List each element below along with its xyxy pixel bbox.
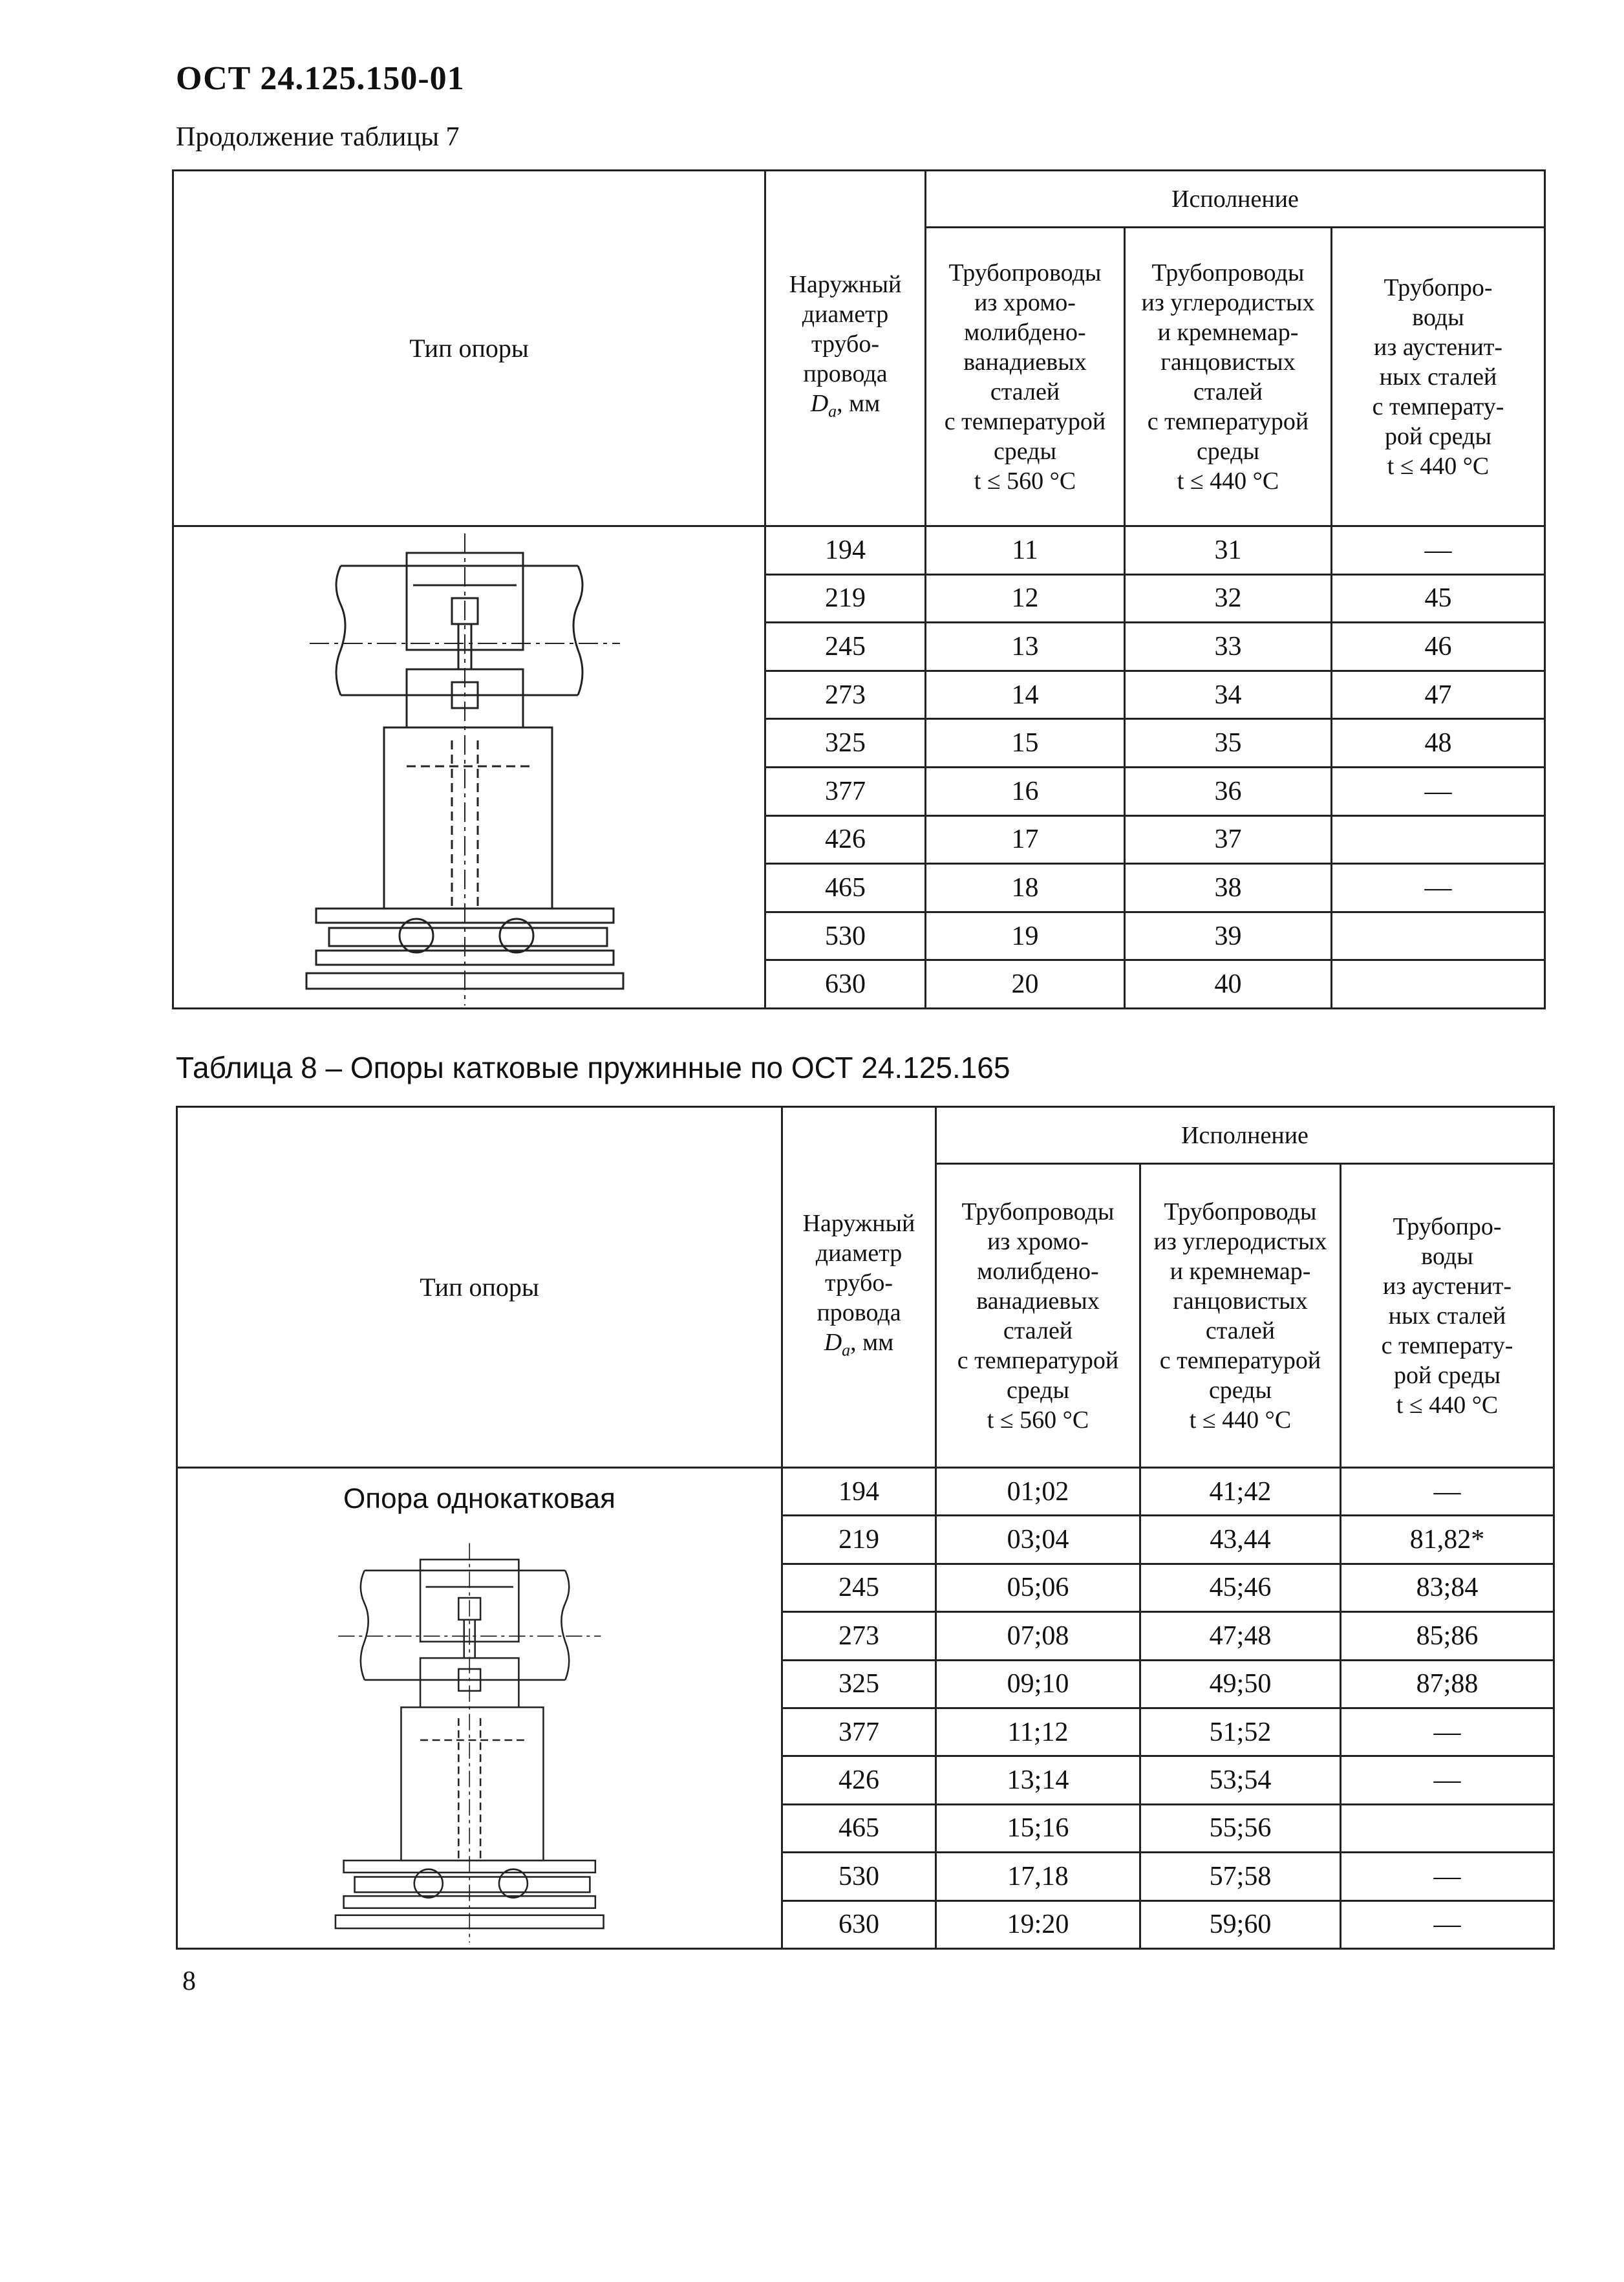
header-chrome-molybdenum (936, 1164, 1140, 1468)
pipe-break-left (336, 566, 345, 695)
header-line: t ≤ 440 °C (1189, 1406, 1292, 1434)
support-drawing-cell (173, 526, 765, 1009)
cell-c1: 01;02 (936, 1468, 1140, 1516)
cell-c3 (1332, 912, 1545, 960)
cell-c1: 11;12 (936, 1708, 1140, 1756)
cell-diameter: 530 (782, 1853, 936, 1900)
table-continuation-caption: Продолжение таблицы 7 (176, 122, 460, 152)
cell-diameter: 273 (782, 1612, 936, 1660)
roller-right (499, 1869, 528, 1898)
cell-c1: 13 (926, 623, 1125, 671)
header-line: Трубопроводы (1164, 1198, 1317, 1225)
table-row (177, 1468, 1554, 1516)
header-line: t ≤ 440 °C (1387, 452, 1490, 480)
table-7-body (173, 526, 1545, 1009)
cell-diameter: 630 (782, 1900, 936, 1948)
header-line: диаметр (802, 301, 889, 328)
header-line: Трубопроводы (1151, 259, 1305, 286)
header-line: ванадиевых (976, 1287, 1100, 1315)
header-line: сталей (1205, 1317, 1276, 1344)
table-8-caption: Таблица 8 – Опоры катковые пружинные по ОСТ 24.125.165 (176, 1051, 1010, 1084)
header-execution: Исполнение (926, 171, 1545, 228)
cell-c1: 13;14 (936, 1756, 1140, 1804)
header-line: сталей (1193, 378, 1263, 405)
diameter-unit: , мм (837, 390, 881, 418)
header-line: из хромо- (974, 288, 1076, 316)
cell-diameter: 245 (782, 1564, 936, 1611)
cell-c2: 53;54 (1140, 1756, 1341, 1804)
cell-c1: 14 (926, 671, 1125, 719)
header-line: t ≤ 440 °C (1396, 1391, 1499, 1419)
header-line: и кремнемар- (1170, 1257, 1311, 1285)
header-line: Трубопро- (1393, 1212, 1502, 1240)
cell-c2: 47;48 (1140, 1612, 1341, 1660)
diameter-unit: , мм (850, 1329, 894, 1357)
header-line: Трубопроводы (948, 259, 1102, 286)
header-line: провода (803, 360, 888, 388)
header-line: ганцовистых (1173, 1287, 1308, 1315)
header-line: сталей (1003, 1317, 1073, 1344)
header-line: и кремнемар- (1157, 318, 1299, 346)
header-line: молибдено- (964, 318, 1086, 346)
roller-support-drawing (174, 527, 766, 1012)
cell-c1: 15 (926, 719, 1125, 768)
cell-c1: 16 (926, 767, 1125, 815)
cell-c3 (1332, 960, 1545, 1009)
header-execution: Исполнение (936, 1107, 1554, 1164)
header-line: из аустенит- (1382, 1272, 1512, 1300)
cell-c2: 49;50 (1140, 1660, 1341, 1708)
support-drawing-cell (177, 1468, 782, 1949)
cell-c2: 40 (1125, 960, 1332, 1009)
cell-diameter: 426 (765, 815, 926, 864)
header-line: молибдено- (977, 1257, 1099, 1285)
pipe-break-left (361, 1571, 369, 1680)
pipe-break-right (573, 566, 582, 695)
header-austenitic (1341, 1164, 1554, 1468)
cell-diameter: 530 (765, 912, 926, 960)
table-8-body (177, 1468, 1554, 1949)
cell-c3 (1332, 815, 1545, 864)
cell-c3: — (1332, 864, 1545, 912)
roller-right (500, 919, 533, 953)
cell-diameter: 194 (765, 526, 926, 575)
page-number: 8 (182, 1966, 196, 1996)
cell-diameter: 219 (782, 1516, 936, 1564)
cell-c1: 03;04 (936, 1516, 1140, 1564)
cell-diameter: 377 (765, 767, 926, 815)
cell-c3: — (1341, 1853, 1554, 1900)
header-line: воды (1412, 303, 1464, 331)
cell-c3: 48 (1332, 719, 1545, 768)
cell-c2: 51;52 (1140, 1708, 1341, 1756)
roller-left (414, 1869, 443, 1898)
header-outer-diameter (782, 1107, 936, 1468)
header-line: из хромо- (987, 1227, 1089, 1255)
cell-c2: 43,44 (1140, 1516, 1341, 1564)
header-line: Трубопроводы (961, 1198, 1115, 1225)
cell-c1: 17 (926, 815, 1125, 864)
roller-left (400, 919, 433, 953)
header-line: Наружный (789, 271, 902, 299)
pipe-break-right (561, 1571, 569, 1680)
header-line: с температу- (1372, 393, 1504, 420)
cell-c3: — (1332, 526, 1545, 575)
cell-diameter: 465 (782, 1804, 936, 1852)
cell-c1: 19 (926, 912, 1125, 960)
header-line: среды (993, 437, 1057, 465)
roller-support-drawing (178, 1527, 770, 1954)
cell-c3: 85;86 (1341, 1612, 1554, 1660)
header-chrome-molybdenum (926, 228, 1125, 526)
header-line: провода (817, 1299, 901, 1327)
cell-diameter: 325 (782, 1660, 936, 1708)
header-line: из углеродистых (1141, 288, 1315, 316)
cell-c1: 11 (926, 526, 1125, 575)
cell-c2: 45;46 (1140, 1564, 1341, 1611)
cell-c2: 41;42 (1140, 1468, 1341, 1516)
cell-diameter: 325 (765, 719, 926, 768)
header-line: среды (1006, 1376, 1070, 1404)
header-line: с температурой (1147, 407, 1309, 435)
header-line: ганцовистых (1160, 348, 1296, 376)
cell-c2: 33 (1125, 623, 1332, 671)
header-line: сталей (990, 378, 1060, 405)
cell-c1: 17,18 (936, 1853, 1140, 1900)
header-line: рой среды (1394, 1361, 1501, 1389)
header-carbon-steel (1140, 1164, 1341, 1468)
cell-c3: 83;84 (1341, 1564, 1554, 1611)
roller-plate (329, 928, 607, 946)
cell-c2: 55;56 (1140, 1804, 1341, 1852)
header-line: с температурой (944, 407, 1106, 435)
header-line: с температурой (1159, 1346, 1321, 1374)
header-line: трубо- (811, 330, 880, 358)
cell-c3: 87;88 (1341, 1660, 1554, 1708)
header-carbon-steel (1125, 228, 1332, 526)
table-7 (172, 169, 1546, 1009)
cell-c2: 37 (1125, 815, 1332, 864)
cell-c2: 38 (1125, 864, 1332, 912)
cell-c3: — (1341, 1708, 1554, 1756)
cell-c1: 12 (926, 574, 1125, 623)
header-line: ванадиевых (963, 348, 1087, 376)
header-line: рой среды (1385, 422, 1491, 450)
header-line: ных сталей (1379, 363, 1497, 391)
header-line: Трубопро- (1384, 274, 1493, 301)
header-line: t ≤ 560 °C (987, 1406, 1089, 1434)
header-line: t ≤ 440 °C (1177, 467, 1279, 495)
table-row (173, 526, 1545, 575)
cell-c3: 46 (1332, 623, 1545, 671)
cell-c2: 36 (1125, 767, 1332, 815)
header-line: среды (1208, 1376, 1272, 1404)
cell-diameter: 219 (765, 574, 926, 623)
header-outer-diameter (765, 171, 926, 526)
support-body (384, 727, 552, 909)
support-type-title: Опора однокатковая (343, 1483, 615, 1514)
cell-c2: 35 (1125, 719, 1332, 768)
cell-c1: 09;10 (936, 1660, 1140, 1708)
header-line: из углеродистых (1153, 1227, 1327, 1255)
cell-c1: 07;08 (936, 1612, 1140, 1660)
roller-plate (355, 1877, 590, 1893)
document-code: ОСТ 24.125.150-01 (176, 60, 465, 97)
cell-c3: — (1341, 1468, 1554, 1516)
cell-diameter: 426 (782, 1756, 936, 1804)
cell-c1: 05;06 (936, 1564, 1140, 1611)
header-line: трубо- (824, 1269, 893, 1297)
cell-c2: 34 (1125, 671, 1332, 719)
cell-c2: 32 (1125, 574, 1332, 623)
cell-c3: — (1332, 767, 1545, 815)
cell-c3: — (1341, 1900, 1554, 1948)
header-line: из аустенит- (1373, 333, 1503, 361)
cell-diameter: 273 (765, 671, 926, 719)
header-line: с температурой (957, 1346, 1119, 1374)
header-line: воды (1421, 1242, 1473, 1270)
cell-diameter: 194 (782, 1468, 936, 1516)
header-austenitic (1332, 228, 1545, 526)
header-line: Наружный (802, 1210, 915, 1238)
cell-c3 (1341, 1804, 1554, 1852)
cell-c2: 59;60 (1140, 1900, 1341, 1948)
header-line: среды (1196, 437, 1260, 465)
diameter-symbol: $D_a$ (824, 1329, 851, 1360)
cell-c1: 18 (926, 864, 1125, 912)
cell-diameter: 465 (765, 864, 926, 912)
cell-c1: 19:20 (936, 1900, 1140, 1948)
cell-c2: 57;58 (1140, 1853, 1341, 1900)
cell-c3: — (1341, 1756, 1554, 1804)
cell-c2: 39 (1125, 912, 1332, 960)
header-line: t ≤ 560 °C (974, 467, 1076, 495)
cell-c1: 20 (926, 960, 1125, 1009)
header-line: диаметр (815, 1240, 903, 1267)
header-support-type: Тип опоры (177, 1107, 782, 1468)
header-line: с температу- (1381, 1331, 1513, 1359)
cell-diameter: 245 (765, 623, 926, 671)
cell-c3: 47 (1332, 671, 1545, 719)
cell-c1: 15;16 (936, 1804, 1140, 1852)
table-8 (176, 1106, 1555, 1950)
support-body (401, 1707, 543, 1860)
cell-c3: 81,82* (1341, 1516, 1554, 1564)
cell-diameter: 630 (765, 960, 926, 1009)
cell-diameter: 377 (782, 1708, 936, 1756)
cell-c2: 31 (1125, 526, 1332, 575)
header-line: ных сталей (1388, 1302, 1506, 1329)
cell-c3: 45 (1332, 574, 1545, 623)
header-support-type: Тип опоры (173, 171, 765, 526)
diameter-symbol: $D_a$ (810, 390, 837, 421)
